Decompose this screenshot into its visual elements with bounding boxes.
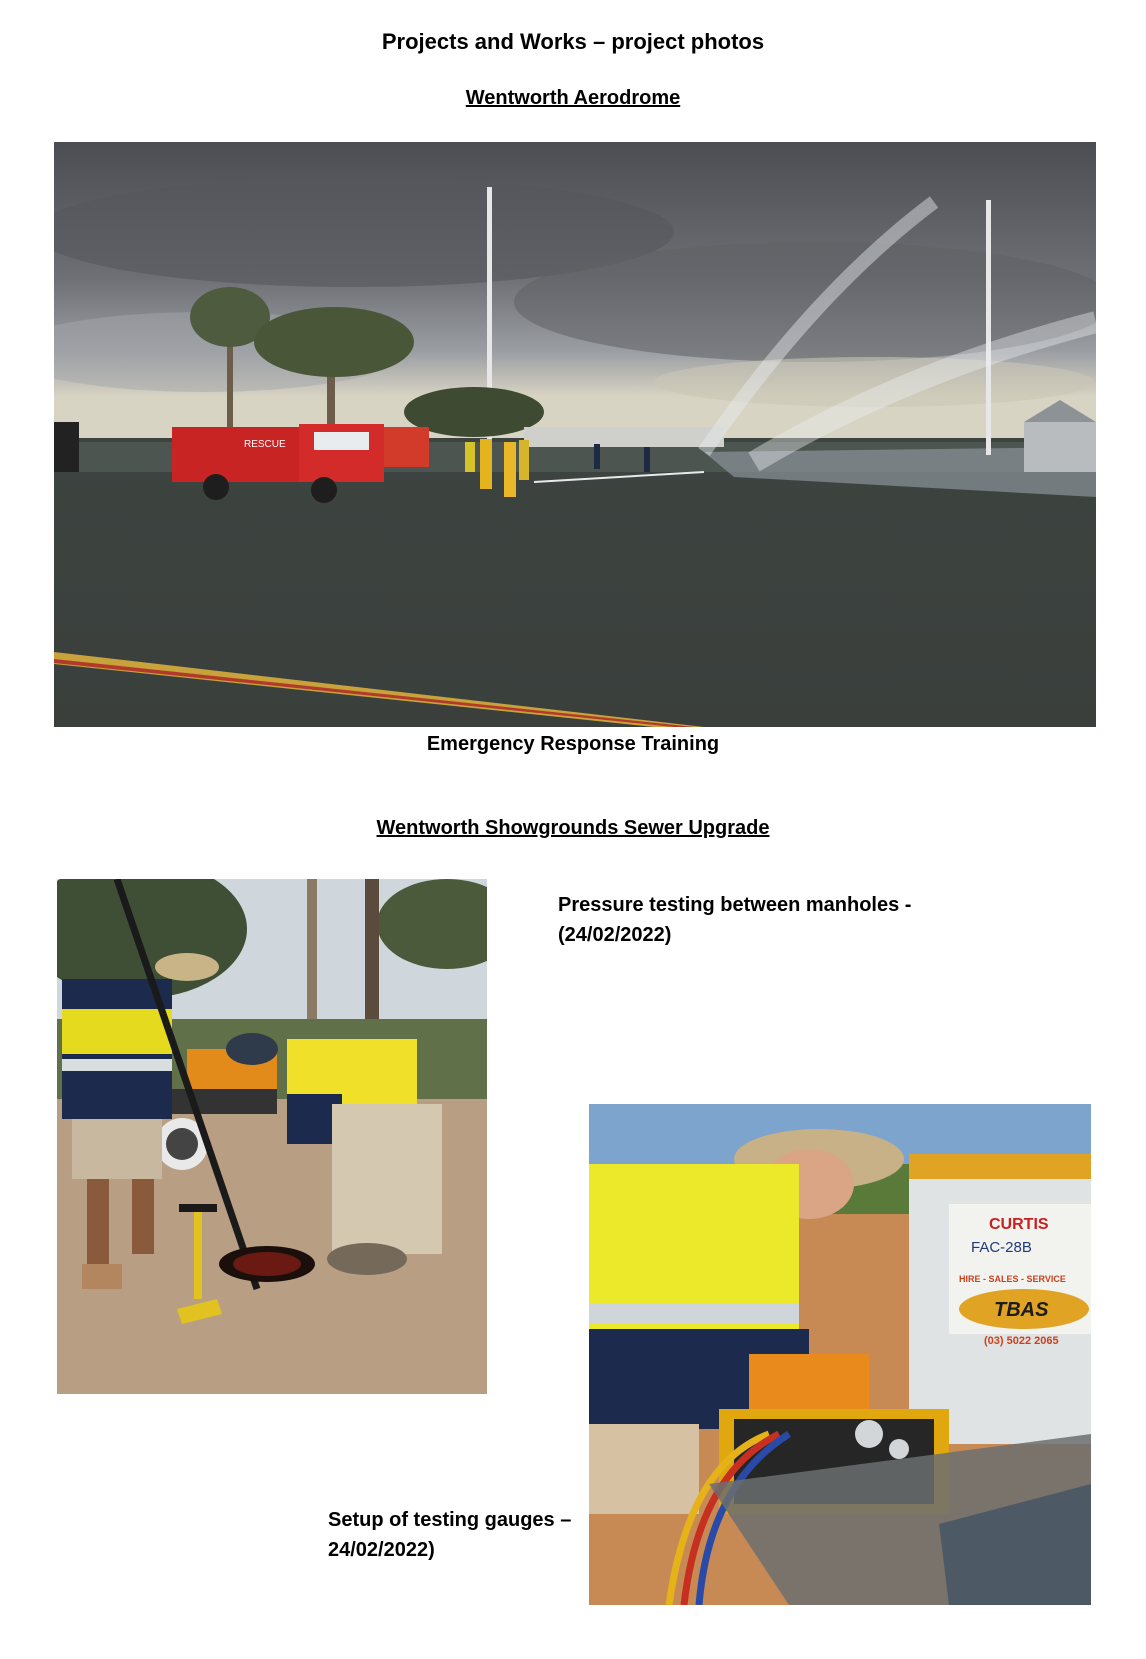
section-heading-sewer-upgrade: Wentworth Showgrounds Sewer Upgrade bbox=[376, 817, 770, 839]
phone-label: (03) 5022 2065 bbox=[984, 1335, 1059, 1347]
photo-pressure-testing-manholes bbox=[57, 879, 487, 1394]
hire-label: HIRE - SALES - SERVICE bbox=[959, 1274, 1066, 1284]
caption-setup-gauges: Setup of testing gauges – 24/02/2022) bbox=[328, 1509, 572, 1561]
photo-setup-testing-gauges bbox=[589, 1104, 1091, 1605]
truck-label: RESCUE bbox=[244, 439, 286, 450]
section-heading-aerodrome: Wentworth Aerodrome bbox=[465, 87, 681, 109]
page-title: Projects and Works – project photos bbox=[381, 29, 765, 54]
model-label: FAC-28B bbox=[971, 1239, 1032, 1256]
caption-pressure-testing: Pressure testing between manholes - (24/02/2022) bbox=[558, 894, 912, 946]
brand-label: CURTIS bbox=[989, 1216, 1049, 1233]
logo-label: TBAS bbox=[994, 1299, 1049, 1321]
photo-emergency-response-training bbox=[54, 142, 1096, 727]
photo-caption-emergency-training: Emergency Response Training bbox=[426, 733, 720, 755]
